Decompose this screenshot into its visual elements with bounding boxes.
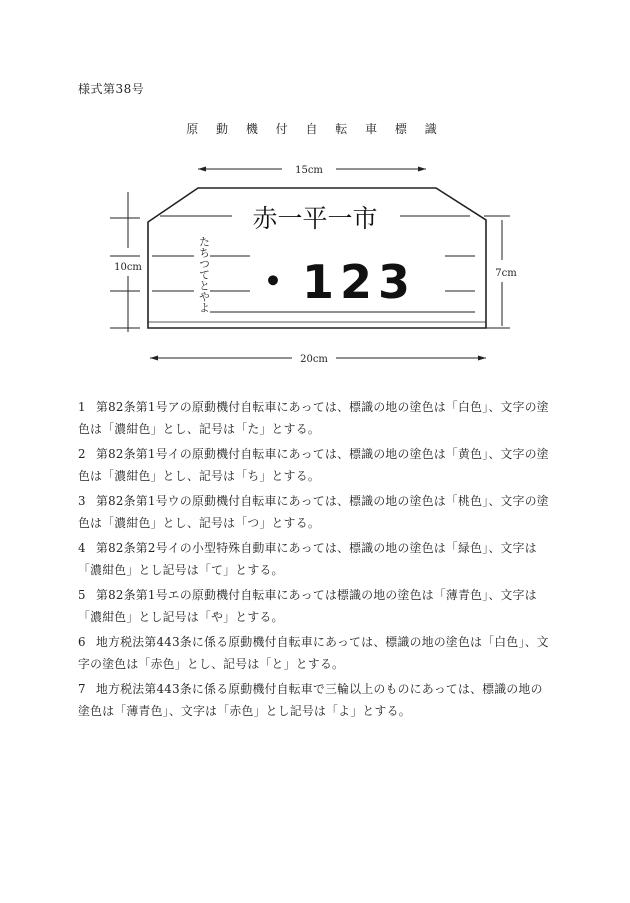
note-number: 2 <box>78 447 86 461</box>
note-text: 第82条第1号イの原動機付自転車にあっては、標識の地の塗色は「黄色」、文字の塗色は「濃紺色」とし、記号は「ち」とする。 <box>78 447 549 483</box>
left-dimension-label: 10cm <box>114 262 142 273</box>
note-item <box>78 443 550 487</box>
note-item <box>78 678 550 722</box>
note-number: 4 <box>78 541 86 555</box>
note-number: 7 <box>78 682 86 696</box>
note-number: 6 <box>78 635 86 649</box>
top-dimension-label: 15cm <box>295 165 323 176</box>
note-text: 第82条第1号ウの原動機付自転車にあっては、標識の地の塗色は「桃色」、文字の塗色は「濃紺色」とし、記号は「つ」とする。 <box>78 494 549 530</box>
plate-drawing <box>100 152 520 374</box>
note-item <box>78 396 550 440</box>
municipality-name: 赤一平一市 <box>252 204 378 233</box>
note-item <box>78 631 550 675</box>
note-item <box>78 490 550 534</box>
kana-symbol-column: たちつてとやよ <box>197 236 211 313</box>
form-number: 様式第38号 <box>78 82 145 96</box>
notes-list <box>78 396 550 725</box>
note-number: 3 <box>78 494 86 508</box>
note-number: 1 <box>78 400 86 414</box>
registration-number: ・123 <box>250 255 417 309</box>
note-number: 5 <box>78 588 86 602</box>
document-title: 原 動 機 付 自 転 車 標 識 <box>186 122 444 136</box>
note-text: 第82条第2号イの小型特殊自動車にあっては、標識の地の塗色は「緑色」、文字は「濃紺色」とし記号は「て」とする。 <box>78 541 537 577</box>
note-text: 地方税法第443条に係る原動機付自転車にあっては、標識の地の塗色は「白色」、文字の塗色は「赤色」とし、記号は「と」とする。 <box>78 635 549 671</box>
note-text: 第82条第1号アの原動機付自転車にあっては、標識の地の塗色は「白色」、文字の塗色は「濃紺色」とし、記号は「た」とする。 <box>78 400 549 436</box>
plate-diagram <box>100 152 520 374</box>
note-item <box>78 537 550 581</box>
note-item <box>78 584 550 628</box>
right-dimension-label: 7cm <box>495 268 517 279</box>
bottom-dimension-label: 20cm <box>300 354 328 365</box>
note-text: 第82条第1号エの原動機付自転車にあっては標識の地の塗色は「薄青色」、文字は「濃紺色」とし記号は「や」とする。 <box>78 588 537 624</box>
note-text: 地方税法第443条に係る原動機付自転車で三輪以上のものにあっては、標識の地の塗色は「薄青色」、文字は「赤色」とし記号は「よ」とする。 <box>78 682 543 718</box>
